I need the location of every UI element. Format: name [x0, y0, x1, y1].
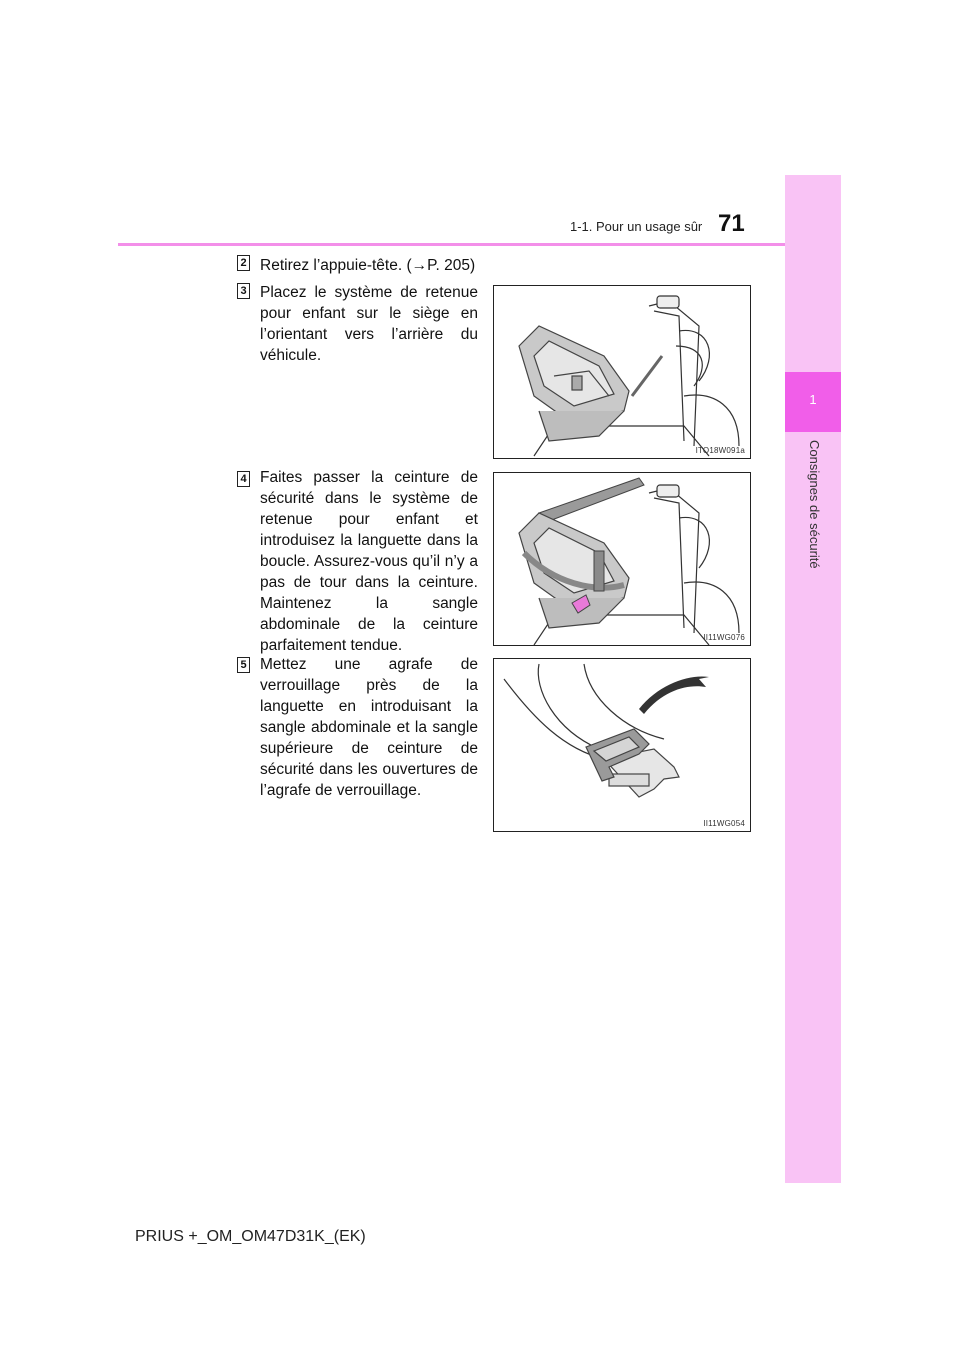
page-number: 71 [718, 210, 745, 237]
side-tab-chapter-label: Consignes de sécurité [807, 440, 822, 569]
seat-belt-routing-illustration [494, 473, 750, 645]
step-number-3: 3 [237, 283, 250, 299]
step-number-4: 4 [237, 471, 250, 487]
step-text-4: Faites passer la ceinture de sécurité dans le système de retenue pour enfant et introduisez la languette dans la boucle. Assurez-vous qu’il n’y a pas de tour dans la ceinture. Maintenez la sangle abdominale de la ceinture parfaitement tendue. [260, 469, 478, 654]
side-tab-chapter-number: 1 [809, 392, 817, 407]
figure-child-seat [493, 285, 751, 459]
step-text-5: Mettez une agrafe de verrouillage près de la languette en introduisant la sangle abdominale et la sangle supérieure de ceinture de sécurité dans les ouvertures de l’agrafe de verrouillage. [260, 656, 478, 799]
figure-locking-clip [493, 658, 751, 832]
footer-model-code: PRIUS +_OM_OM47D31K_(EK) [135, 1228, 366, 1245]
step-text-3: Placez le système de retenue pour enfant sur le siège en l’orientant vers l’arrière du véhicule. [260, 284, 478, 364]
figure-code: II11WG076 [703, 633, 745, 642]
figure-code: II11WG054 [703, 819, 745, 828]
step-text-2: Retirez l’appuie-tête. (→P. 205) [260, 257, 476, 274]
figure-seat-belt-routing [493, 472, 751, 646]
locking-clip-illustration [494, 659, 750, 831]
header-rule [118, 243, 785, 246]
child-seat-illustration [494, 286, 750, 458]
step-number-5: 5 [237, 657, 250, 673]
figure-code: ITO18W091a [695, 446, 745, 455]
section-title: 1-1. Pour un usage sûr [570, 219, 703, 234]
step-number-2: 2 [237, 255, 250, 271]
side-tab [785, 175, 841, 1183]
